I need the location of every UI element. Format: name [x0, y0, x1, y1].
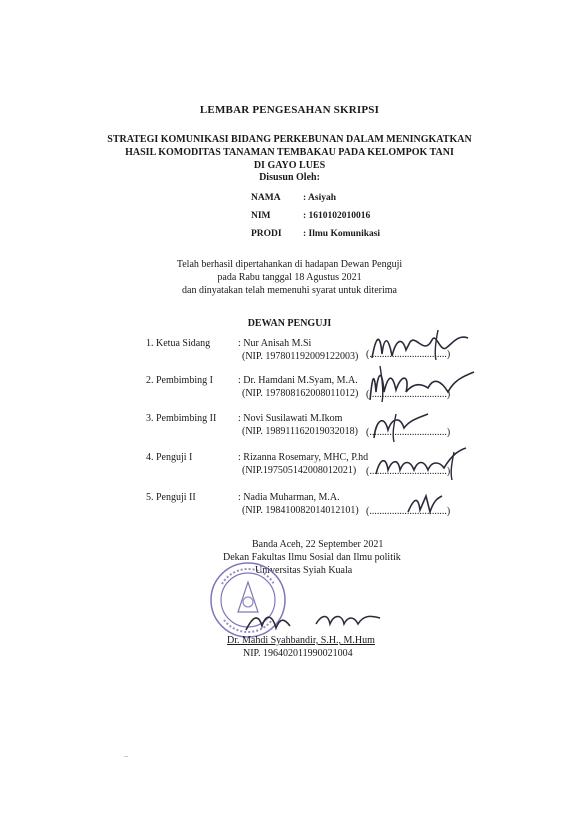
- board-member-name: : Dr. Hamdani M.Syam, M.A.: [238, 375, 358, 386]
- author-prodi-value: : Ilmu Komunikasi: [303, 229, 381, 239]
- board-member-nip: (NIP. 197808162008011012): [242, 388, 359, 399]
- board-member-role: 1. Ketua Sidang: [146, 338, 211, 349]
- signature-dean: [238, 600, 388, 640]
- thesis-title-line: STRATEGI KOMUNIKASI BIDANG PERKEBUNAN DALAM MENINGKATKAN: [107, 134, 472, 145]
- board-member-role: 5. Penguji II: [146, 492, 196, 503]
- defense-statement-line: Telah berhasil dipertahankan di hadapan Dewan Penguji: [176, 259, 403, 270]
- stray-mark: ..: [124, 750, 128, 759]
- defense-statement-line: dan dinyatakan telah memenuhi syarat untuk diterima: [182, 285, 397, 296]
- thesis-title-line: HASIL KOMODITAS TANAMAN TEMBAKAU PADA KELOMPOK TANI: [125, 147, 454, 158]
- dean-name: Dr. Mahdi Syahbandir, S.H., M.Hum: [227, 635, 375, 646]
- signature-pembimbing-1: [362, 362, 482, 406]
- signature-line: (...............................): [366, 427, 451, 438]
- board-member-name: : Novi Susilawati M.Ikom: [238, 413, 343, 424]
- signature-penguji-2: [404, 490, 444, 518]
- board-member-role: 2. Pembimbing I: [146, 375, 213, 386]
- author-name-value: : Asiyah: [303, 193, 336, 203]
- author-nim-label: NIM: [251, 211, 271, 221]
- author-name-label: NAMA: [251, 193, 281, 203]
- signature-line: (...............................): [366, 349, 451, 360]
- board-member-nip: (NIP. 197801192009122003): [242, 351, 359, 362]
- board-member-nip: (NIP. 198911162019032018): [242, 426, 358, 437]
- dean-title: Dekan Fakultas Ilmu Sosial dan Ilmu politik: [223, 552, 401, 563]
- signature-penguji-1: [370, 444, 470, 482]
- author-nim-value: : 1610102010016: [303, 211, 371, 221]
- place-date: Banda Aceh, 22 September 2021: [252, 539, 384, 550]
- board-member-role: 3. Pembimbing II: [146, 413, 217, 424]
- page-title: LEMBAR PENGESAHAN SKRIPSI: [199, 104, 380, 116]
- signature-pembimbing-2: [366, 410, 436, 444]
- board-member-name: : Nur Anisah M.Si: [238, 338, 312, 349]
- board-member-name: : Nadia Muharman, M.A.: [238, 492, 340, 503]
- dean-nip: NIP. 196402011990021004: [243, 648, 353, 659]
- board-member-role: 4. Penguji I: [146, 452, 193, 463]
- board-member-name: : Rizanna Rosemary, MHC, P.hd: [238, 452, 369, 463]
- board-member-nip: (NIP.197505142008012021): [242, 465, 357, 476]
- signature-line: (...............................): [366, 466, 451, 477]
- board-member-nip: (NIP. 198410082014012101): [242, 505, 359, 516]
- author-prodi-label: PRODI: [251, 229, 282, 239]
- thesis-title-line: DI GAYO LUES: [253, 160, 326, 171]
- signature-ketua-sidang: [366, 326, 476, 364]
- university-name: Universitas Syiah Kuala: [255, 565, 353, 576]
- signature-line: (...............................): [366, 389, 451, 400]
- signature-line: (...............................): [366, 506, 451, 517]
- board-title: DEWAN PENGUJI: [247, 318, 332, 329]
- prepared-by-label: Disusun Oleh:: [259, 172, 320, 183]
- thesis-title: [0, 133, 579, 172]
- defense-statement-line: pada Rabu tanggal 18 Agustus 2021: [217, 272, 362, 283]
